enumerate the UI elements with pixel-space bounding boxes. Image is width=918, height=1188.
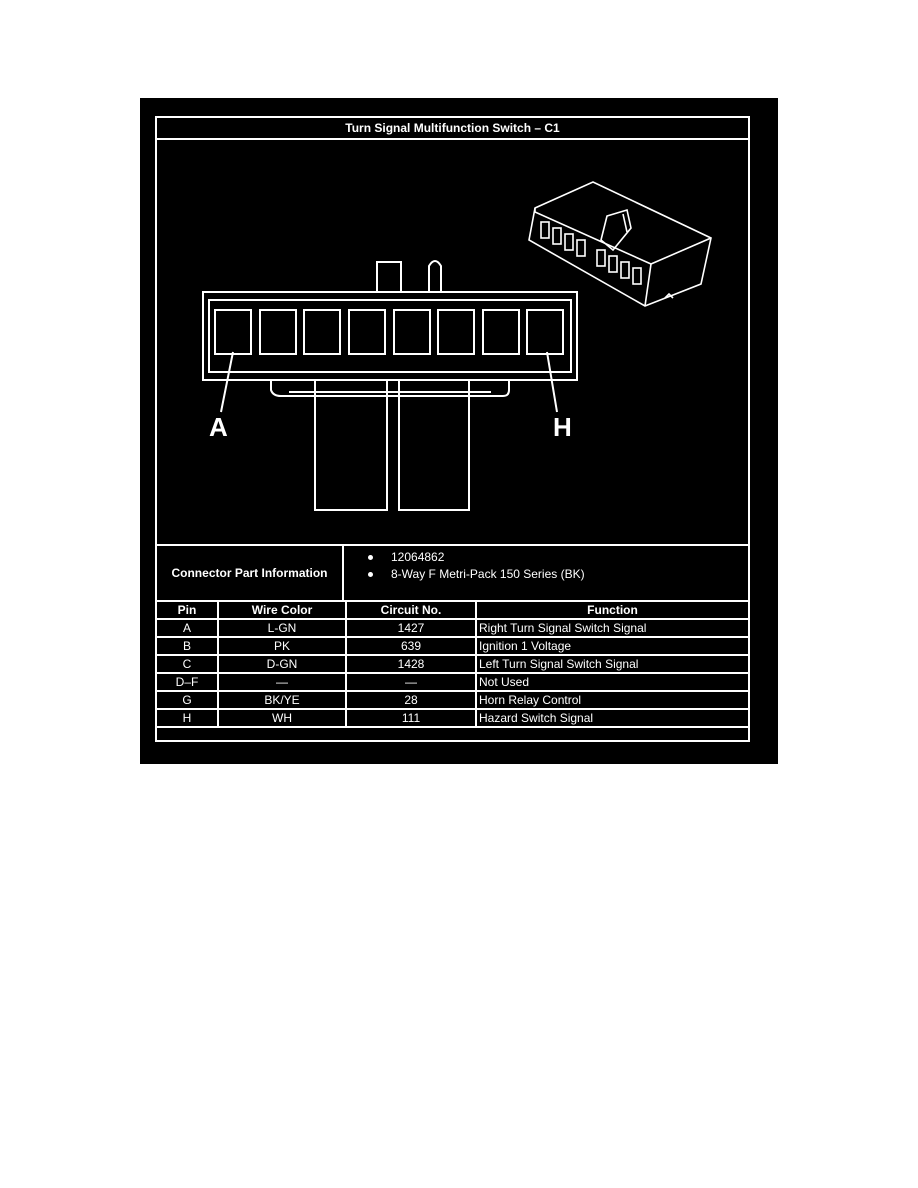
table-row: [157, 655, 748, 673]
cell-function: Hazard Switch Signal: [476, 709, 748, 727]
connector-title: Turn Signal Multifunction Switch – C1: [157, 118, 748, 140]
header-function: Function: [476, 602, 748, 619]
cell-circuit: 1428: [346, 655, 476, 673]
table-row: [157, 637, 748, 655]
cell-circuit: 639: [346, 637, 476, 655]
pin-label-a: A: [209, 412, 228, 442]
cavity-a: [215, 310, 251, 354]
bullet-icon: [368, 572, 373, 577]
cell-circuit: —: [346, 673, 476, 691]
cavity-f: [438, 310, 474, 354]
wire-block-left: [315, 380, 387, 510]
cell-wire-color: D-GN: [218, 655, 346, 673]
connector-diagram: [157, 140, 748, 546]
cell-wire-color: WH: [218, 709, 346, 727]
table-row: [157, 691, 748, 709]
table-row: [157, 619, 748, 637]
cell-circuit: 1427: [346, 619, 476, 637]
cavity-b: [260, 310, 296, 354]
cell-wire-color: —: [218, 673, 346, 691]
cell-circuit: 111: [346, 709, 476, 727]
cell-function: Left Turn Signal Switch Signal: [476, 655, 748, 673]
cavity-c: [304, 310, 340, 354]
table-row: [157, 673, 748, 691]
cell-function: Right Turn Signal Switch Signal: [476, 619, 748, 637]
connector-info-list: [344, 546, 748, 600]
connector-isometric-view: [529, 182, 711, 306]
cell-pin: H: [157, 709, 218, 727]
cavity-d: [349, 310, 385, 354]
cell-circuit: 28: [346, 691, 476, 709]
header-pin: Pin: [157, 602, 218, 619]
connector-drawing: [157, 140, 748, 544]
cell-wire-color: PK: [218, 637, 346, 655]
table-row: [157, 709, 748, 727]
cell-wire-color: L-GN: [218, 619, 346, 637]
pinout-table: [157, 602, 748, 728]
bullet-icon: [368, 555, 373, 560]
cell-pin: D–F: [157, 673, 218, 691]
connector-series: 8-Way F Metri-Pack 150 Series (BK): [391, 567, 585, 581]
cell-pin: G: [157, 691, 218, 709]
cell-pin: B: [157, 637, 218, 655]
connector-lock-tab: [377, 262, 401, 292]
cell-pin: C: [157, 655, 218, 673]
connector-latch: [429, 261, 441, 292]
connector-info-item: [368, 566, 585, 582]
wire-block-right: [399, 380, 469, 510]
connector-rail: [271, 380, 509, 396]
connector-panel: [140, 98, 778, 764]
header-circuit: Circuit No.: [346, 602, 476, 619]
leader-line-h: [547, 352, 557, 412]
cell-function: Not Used: [476, 673, 748, 691]
header-wire-color: Wire Color: [218, 602, 346, 619]
cell-wire-color: BK/YE: [218, 691, 346, 709]
cavity-g: [483, 310, 519, 354]
connector-frame: [155, 116, 750, 742]
connector-info-row: [157, 546, 748, 602]
leader-line-a: [221, 352, 233, 412]
connector-info-label: Connector Part Information: [157, 546, 344, 600]
cell-pin: A: [157, 619, 218, 637]
cavity-e: [394, 310, 430, 354]
part-number: 12064862: [391, 550, 445, 564]
cavity-h: [527, 310, 563, 354]
pin-label-h: H: [553, 412, 572, 442]
cell-function: Ignition 1 Voltage: [476, 637, 748, 655]
table-header-row: [157, 602, 748, 619]
cell-function: Horn Relay Control: [476, 691, 748, 709]
connector-info-item: [368, 549, 444, 565]
